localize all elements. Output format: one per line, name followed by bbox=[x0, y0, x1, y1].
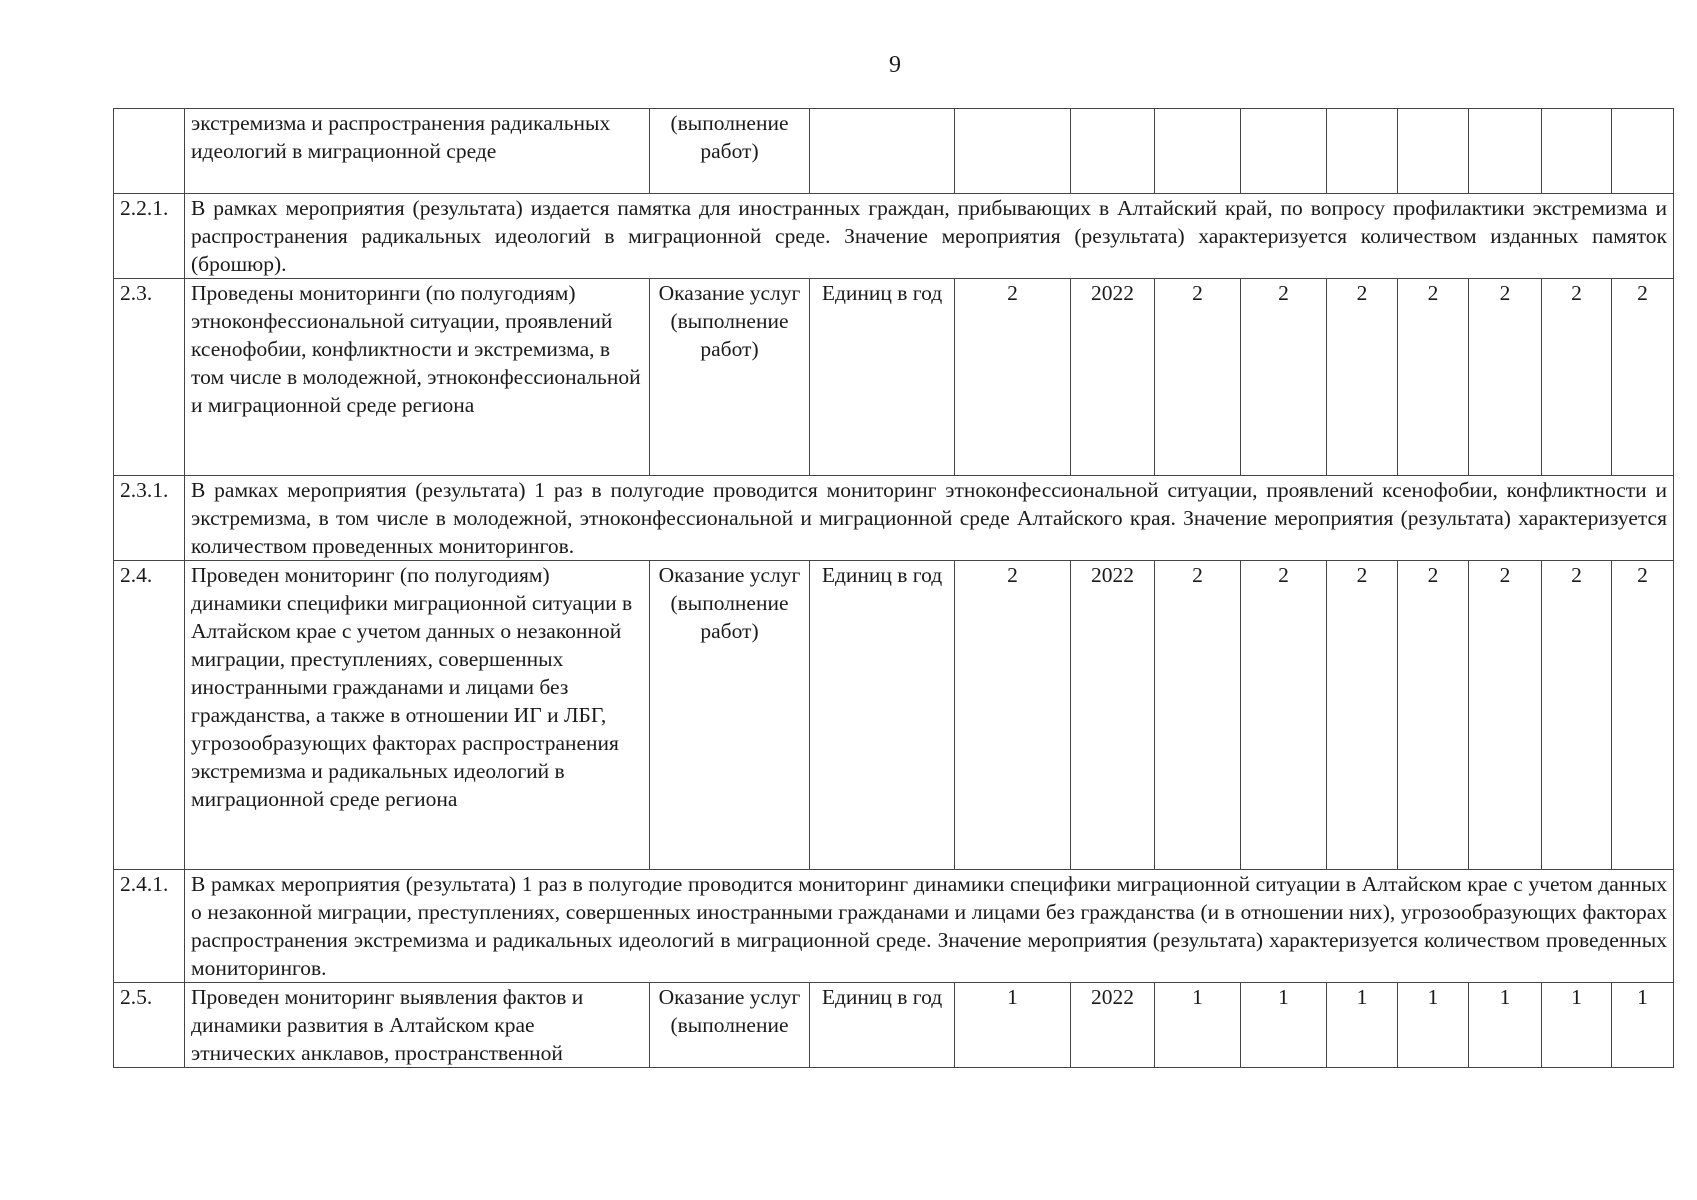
row-number: 2.5. bbox=[114, 983, 185, 1068]
base-value: 2 bbox=[955, 561, 1071, 870]
value-cell: 2 bbox=[1612, 279, 1674, 476]
value-cell bbox=[1241, 109, 1327, 194]
note-text: В рамках мероприятия (результата) 1 раз в полугодие проводится мониторинг динамики специфики миграционной ситуации в Алтайском крае с учетом данных о незаконной миграции, преступлениях, совершенных иностранными гражданами и лицами без гражданства (и в отношении них), угрозообразующих факторах распространения экстремизма и радикальных идеологий в миграционной среде. Значение мероприятия (результата) характеризуется количеством проведенных мониторингов. bbox=[185, 870, 1674, 983]
value-cell: 1 bbox=[1155, 983, 1241, 1068]
table-row-note bbox=[114, 194, 1674, 279]
result-name: Проведен мониторинг выявления фактов и динамики развития в Алтайском крае этнических анклавов, пространственной bbox=[185, 983, 650, 1068]
table-row-note bbox=[114, 870, 1674, 983]
value-cell: 1 bbox=[1612, 983, 1674, 1068]
table-row bbox=[114, 561, 1674, 870]
value-cell bbox=[1612, 109, 1674, 194]
value-cell bbox=[1542, 109, 1612, 194]
unit: Единиц в год bbox=[810, 279, 955, 476]
unit: Единиц в год bbox=[810, 983, 955, 1068]
row-number: 2.3.1. bbox=[114, 476, 185, 561]
results-table bbox=[113, 108, 1674, 1068]
row-number: 2.4. bbox=[114, 561, 185, 870]
value-cell: 2 bbox=[1612, 561, 1674, 870]
result-name: Проведены мониторинги (по полугодиям) этноконфессиональной ситуации, проявлений ксенофобии, конфликтности и экстремизма, в том числе в молодежной, этноконфессиональной и миграционной среде региона bbox=[185, 279, 650, 476]
table-row bbox=[114, 279, 1674, 476]
value-cell: 2 bbox=[1542, 561, 1612, 870]
unit: Единиц в год bbox=[810, 561, 955, 870]
note-text: В рамках мероприятия (результата) издается памятка для иностранных граждан, прибывающих в Алтайский край, по вопросу профилактики экстремизма и распространения радикальных идеологий в миграционной среде. Значение мероприятия (результата) характеризуется количеством изданных памяток (брошюр). bbox=[185, 194, 1674, 279]
value-cell: 1 bbox=[1542, 983, 1612, 1068]
row-number: 2.3. bbox=[114, 279, 185, 476]
result-name: Проведен мониторинг (по полугодиям) динамики специфики миграционной ситуации в Алтайском крае с учетом данных о незаконной миграции, преступлениях, совершенных иностранными гражданами и лицами без гражданства, а также в отношении ИГ и ЛБГ, угрозообразующих факторах распространения экстремизма и радикальных идеологий в миграционной среде региона bbox=[185, 561, 650, 870]
base-year: 2022 bbox=[1071, 983, 1155, 1068]
row-number bbox=[114, 109, 185, 194]
value-cell bbox=[1469, 109, 1542, 194]
base-year: 2022 bbox=[1071, 561, 1155, 870]
value-cell: 2 bbox=[1542, 279, 1612, 476]
base-value: 2 bbox=[955, 279, 1071, 476]
value-cell: 1 bbox=[1327, 983, 1398, 1068]
table-row-note bbox=[114, 476, 1674, 561]
result-type: (выполнение работ) bbox=[650, 109, 810, 194]
result-type: Оказание услуг (выполнение bbox=[650, 983, 810, 1068]
value-cell: 2 bbox=[1155, 279, 1241, 476]
base-value bbox=[955, 109, 1071, 194]
value-cell: 2 bbox=[1155, 561, 1241, 870]
base-year bbox=[1071, 109, 1155, 194]
value-cell: 2 bbox=[1398, 279, 1469, 476]
result-type: Оказание услуг (выполнение работ) bbox=[650, 561, 810, 870]
value-cell bbox=[1398, 109, 1469, 194]
value-cell: 2 bbox=[1241, 561, 1327, 870]
value-cell bbox=[1327, 109, 1398, 194]
value-cell bbox=[1155, 109, 1241, 194]
value-cell: 2 bbox=[1327, 279, 1398, 476]
table-row bbox=[114, 983, 1674, 1068]
base-year: 2022 bbox=[1071, 279, 1155, 476]
result-name: экстремизма и распространения радикальных идеологий в миграционной среде bbox=[185, 109, 650, 194]
page-number: 9 bbox=[889, 52, 901, 78]
value-cell: 2 bbox=[1398, 561, 1469, 870]
base-value: 1 bbox=[955, 983, 1071, 1068]
value-cell: 1 bbox=[1241, 983, 1327, 1068]
row-number: 2.4.1. bbox=[114, 870, 185, 983]
value-cell: 1 bbox=[1469, 983, 1542, 1068]
value-cell: 1 bbox=[1398, 983, 1469, 1068]
result-type: Оказание услуг (выполнение работ) bbox=[650, 279, 810, 476]
value-cell: 2 bbox=[1327, 561, 1398, 870]
value-cell: 2 bbox=[1469, 279, 1542, 476]
value-cell: 2 bbox=[1469, 561, 1542, 870]
table-row-continued bbox=[114, 109, 1674, 194]
unit bbox=[810, 109, 955, 194]
value-cell: 2 bbox=[1241, 279, 1327, 476]
note-text: В рамках мероприятия (результата) 1 раз в полугодие проводится мониторинг этноконфессиональной ситуации, проявлений ксенофобии, конфликтности и экстремизма, в том числе в молодежной, этноконфессиональной и миграционной среде Алтайского края. Значение мероприятия (результата) характеризуется количеством проведенных мониторингов. bbox=[185, 476, 1674, 561]
row-number: 2.2.1. bbox=[114, 194, 185, 279]
